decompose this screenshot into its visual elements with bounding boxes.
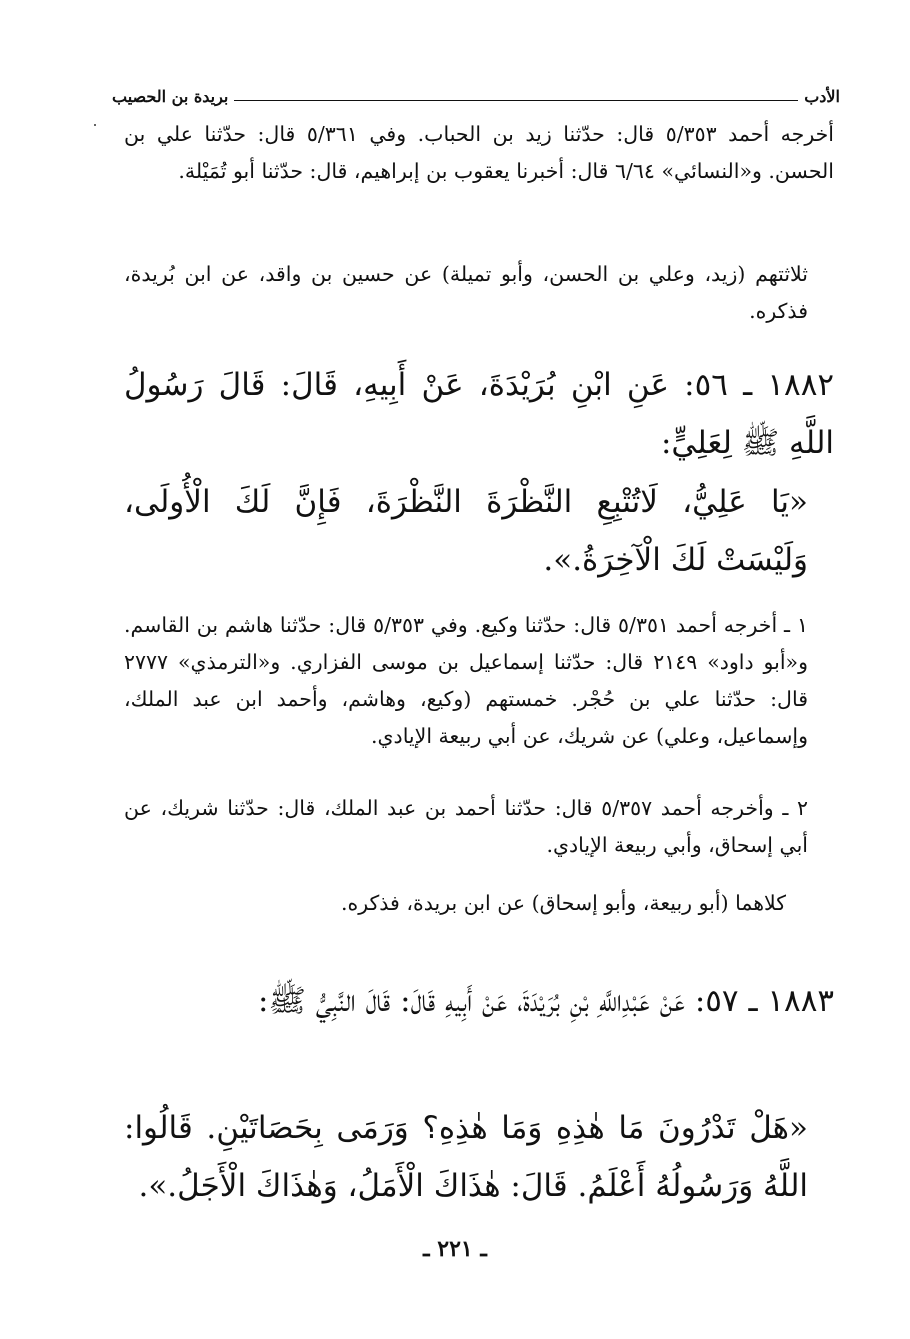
hadith-1883-matn — [124, 1099, 834, 1215]
footnote-3-text: كلاهما (أبو ربيعة، وأبو إسحاق) عن ابن بريدة، فذكره. — [340, 891, 786, 915]
takhrij-paragraph-1 — [124, 116, 834, 190]
running-header — [112, 86, 840, 106]
hadith-1883-isnad: ١٨٨٣ ـ ٥٧: عَنْ عَبْدِاللَّهِ بْنِ بُرَيْدَةَ، عَنْ أَبِيهِ قَالَ: قَالَ النَّبِيُّ ﷺ: — [258, 983, 834, 1019]
page-number: ـ ٢٢١ ـ — [423, 1236, 487, 1262]
hadith-1882-isnad: ١٨٨٢ ـ ٥٦: عَنِ ابْنِ بُرَيْدَةَ، عَنْ أَبِيهِ، قَالَ: قَالَ رَسُولُ اللَّهِ ﷺ لِعَلِيٍّ: — [124, 367, 834, 461]
takhrij-text-1: أخرجه أحمد ٥/٣٥٣ قال: حدّثنا زيد بن الحباب. وفي ٥/٣٦١ قال: حدّثنا علي بن الحسن. و«النسائي» ٦/٦٤ قال: أخبرنا يعقوب بن إبراهيم، قال: حدّثنا أبو تُمَيْلة. — [124, 122, 834, 183]
takhrij-text-2: ثلاثتهم (زيد، وعلي بن الحسن، وأبو تميلة) عن حسين بن واقد، عن ابن بُريدة، فذكره. — [124, 262, 808, 323]
scan-speck — [94, 124, 96, 126]
section-title: الأدب — [804, 87, 840, 106]
footnote-1-text: ١ ـ أخرجه أحمد ٥/٣٥١ قال: حدّثنا وكيع. وفي ٥/٣٥٣ قال: حدّثنا هاشم بن القاسم. و«أبو داود» ٢١٤٩ قال: حدّثنا إسماعيل بن موسى الفزاري. و«الترمذي» ٢٧٧٧ قال: حدّثنا علي بن حُجْر. خمستهم (وكيع، وهاشم، وأحمد ابن عبد الملك، وإسماعيل، وعلي) عن شريك، عن أبي ربيعة الإيادي. — [124, 613, 808, 748]
hadith-1883-intro — [124, 972, 834, 1030]
hadith-1882-intro — [124, 356, 834, 472]
footnote-2 — [124, 790, 834, 864]
running-title: بريدة بن الحصيب — [112, 87, 229, 106]
footnote-2-text: ٢ ـ وأخرجه أحمد ٥/٣٥٧ قال: حدّثنا أحمد بن عبد الملك، قال: حدّثنا شريك، عن أبي إسحاق، وأبي ربيعة الإيادي. — [124, 796, 808, 857]
footnote-1 — [124, 607, 834, 755]
takhrij-paragraph-2 — [124, 256, 834, 330]
hadith-1882-matn — [124, 473, 834, 589]
footnote-3 — [124, 885, 834, 922]
hadith-1882-text: «يَا عَلِيُّ، لَاتُتْبِعِ النَّظْرَةَ النَّظْرَةَ، فَإِنَّ لَكَ الْأُولَى، وَلَيْسَتْ لَكَ الْآخِرَةُ.». — [124, 484, 808, 578]
hadith-1883-text: «هَلْ تَدْرُونَ مَا هٰذِهِ وَمَا هٰذِهِ؟ وَرَمَى بِحَصَاتَيْنِ. قَالُوا: اللَّهُ وَرَسُولُهُ أَعْلَمُ. قَالَ: هٰذَاكَ الْأَمَلُ، وَهٰذَاكَ الْأَجَلُ.». — [124, 1110, 808, 1204]
header-rule — [234, 100, 798, 101]
